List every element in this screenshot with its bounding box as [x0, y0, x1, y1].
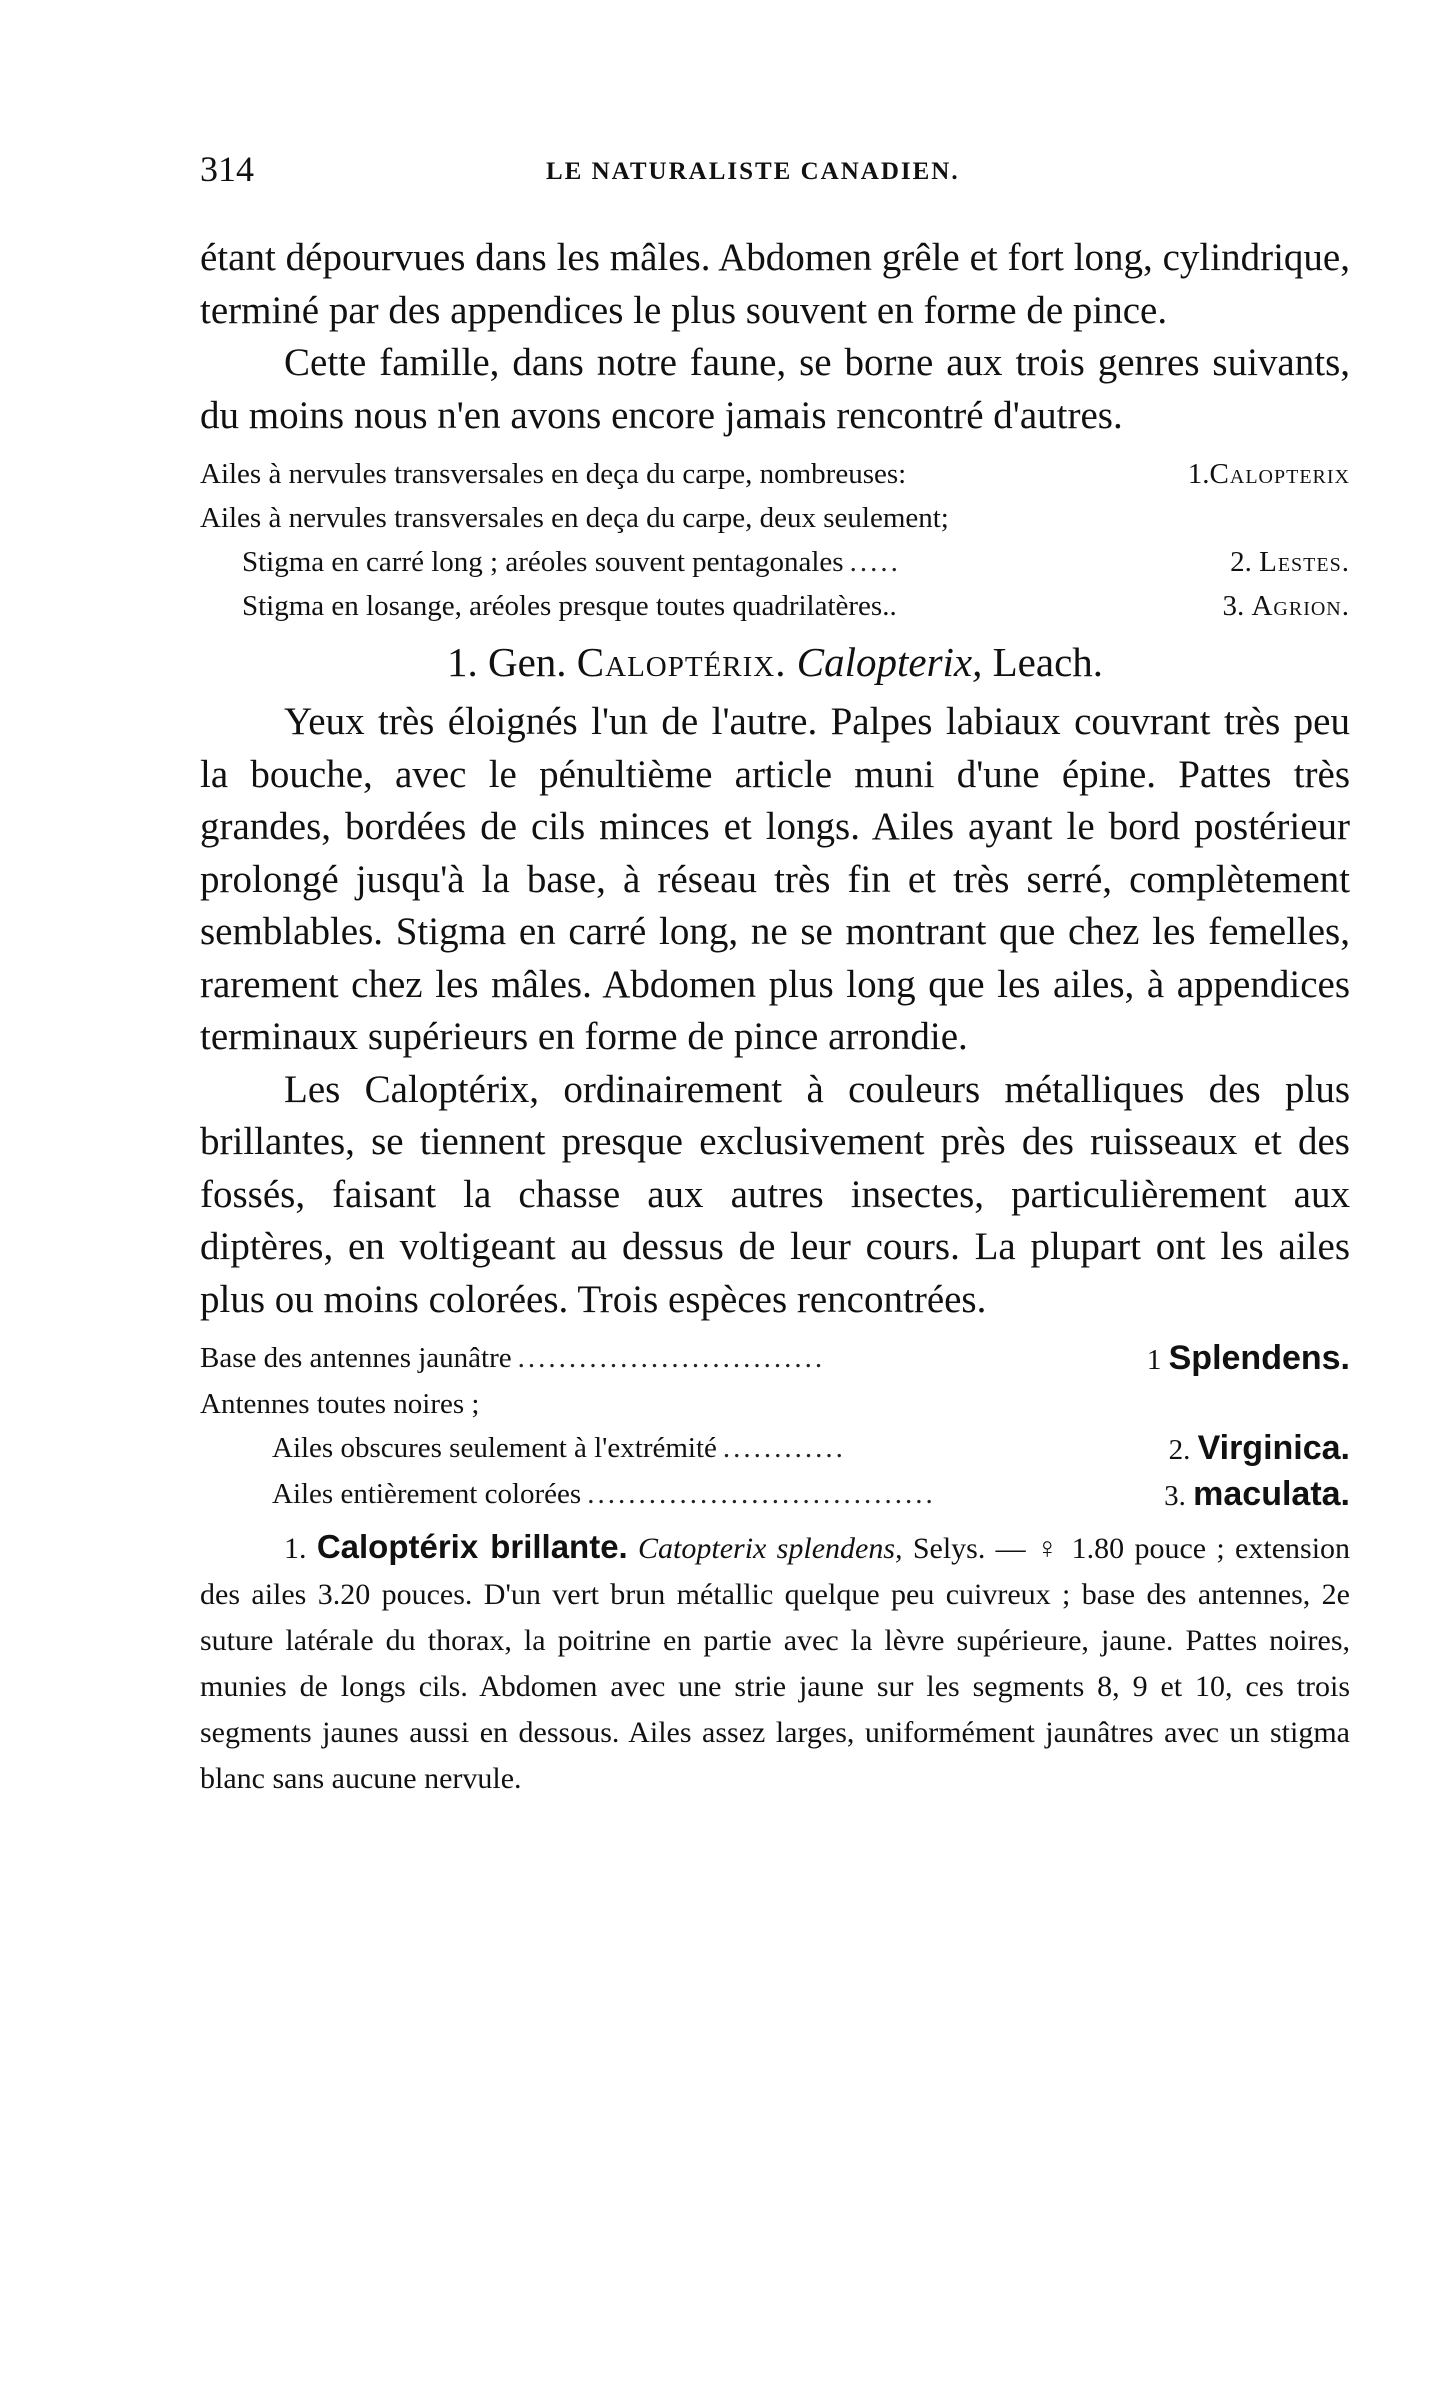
key-line: Base des antennes jaunâtre .............................. 1 Splendens.: [200, 1336, 1350, 1382]
key-line: Ailes entièrement colorées .................................. 3. maculata.: [200, 1472, 1350, 1518]
key-line-number: 1.: [1187, 458, 1210, 490]
key-line-species: Virginica.: [1197, 1429, 1350, 1467]
paragraph-description: Yeux très éloignés l'un de l'autre. Palpes labiaux couvrant très peu la bouche, avec le pénultième article muni d'une épine. Pattes très grandes, bordées de cils minces et longs. Ailes ayant le bord postérieur prolongé jusqu'à la base, à réseau très fin et très serré, complètement semblables. Stigma en carré long, ne se montrant que chez les femelles, rarement chez les mâles. Abdomen plus long que les ailes, à appendices terminaux supérieurs en forme de pince arrondie.: [200, 700, 1350, 1058]
key-line-number: 2.: [1168, 1434, 1191, 1466]
species-title: Caloptérix brillante.: [316, 1528, 628, 1565]
key-line-number: 1: [1146, 1344, 1162, 1376]
key-line-text: Antennes toutes noires ;: [200, 1388, 480, 1420]
genus-author: Leach.: [992, 639, 1104, 685]
key-line: [200, 584, 1350, 628]
key-line-number: 3.: [1164, 1480, 1186, 1512]
key-line-number: 2.: [1230, 546, 1252, 578]
key-line: [200, 496, 1350, 540]
key-line-text: Base des antennes jaunâtre: [200, 1342, 512, 1374]
species-author: Selys. — ♀: [912, 1532, 1062, 1565]
paragraph-habits: Les Caloptérix, ordinairement à couleurs métalliques des plus brillantes, se tiennent presque exclusivement près des ruisseaux et des fossés, faisant la chasse aux autres insectes, particulièrement aux diptères, en voltigeant au dessus de leur cours. La plupart ont les ailes plus ou moins colorées. Trois espèces rencontrées.: [200, 1067, 1350, 1321]
genus-heading: [200, 632, 1350, 692]
key-line-species: Splendens.: [1168, 1339, 1350, 1377]
species-key: [200, 1336, 1350, 1518]
species-entry: [200, 1524, 1350, 1802]
genus-number: 1.: [446, 639, 478, 685]
key-line: [200, 1382, 1350, 1426]
key-line-number: 3.: [1222, 590, 1245, 622]
paragraph-family: Cette famille, dans notre faune, se borne aux trois genres suivants, du moins nous n'en avons encore jamais rencontré d'autres.: [200, 341, 1350, 437]
key-line-genus: Agrion.: [1251, 590, 1350, 622]
key-line: [200, 452, 1350, 496]
key-line-text: Ailes à nervules transversales en deça du carpe, deux seulement;: [200, 502, 949, 534]
species-description: 1.80 pouce ; extension des ailes 3.20 pouces. D'un vert brun métallic quelque peu cuivreux ; base des antennes, 2e suture latérale du thorax, la poitrine en partie avec la lèvre supérieure, jaune. Pattes noires, munies de longs cils. Abdomen avec une strie jaune sur les segments 8, 9 et 10, ces trois segments jaunes aussi en dessous. Ailes assez larges, uniformément jaunâtres avec un stigma blanc sans aucune nervule.: [200, 1532, 1351, 1795]
species-latin: Catopterix splendens,: [638, 1532, 903, 1565]
key-line: Ailes obscures seulement à l'extrémité ............ 2. Virginica.: [200, 1426, 1350, 1472]
key-line-species: maculata.: [1193, 1475, 1350, 1513]
page-body: [200, 232, 1350, 1802]
key-line-text: Ailes obscures seulement à l'extrémité: [272, 1432, 717, 1464]
genus-key: [200, 452, 1350, 628]
key-line-text: Ailes à nervules transversales en deça du carpe, nombreuses:: [200, 458, 907, 490]
running-title: LE NATURALISTE CANADIEN.: [546, 158, 960, 185]
key-line-text: Ailes entièrement colorées: [272, 1478, 582, 1510]
key-line-genus: Lestes.: [1259, 546, 1350, 578]
key-line-genus: Calopterix: [1209, 458, 1350, 490]
key-line-text: Stigma en carré long ; aréoles souvent pentagonales: [242, 546, 844, 578]
key-line-text: Stigma en losange, aréoles presque toutes quadrilatères..: [242, 590, 897, 622]
page-number: 314: [200, 149, 254, 189]
species-number: 1.: [284, 1532, 307, 1565]
genus-name: Caloptérix.: [576, 639, 787, 685]
paragraph-continuation: étant dépourvues dans les mâles. Abdomen grêle et fort long, cylindrique, terminé par des appendices le plus souvent en forme de pince.: [200, 236, 1350, 332]
page-header: [200, 148, 1350, 196]
key-line: Stigma en carré long ; aréoles souvent pentagonales ..... 2. Lestes.: [200, 540, 1350, 584]
genus-label: Gen.: [487, 639, 567, 685]
genus-latin: Calopterix,: [796, 639, 983, 685]
